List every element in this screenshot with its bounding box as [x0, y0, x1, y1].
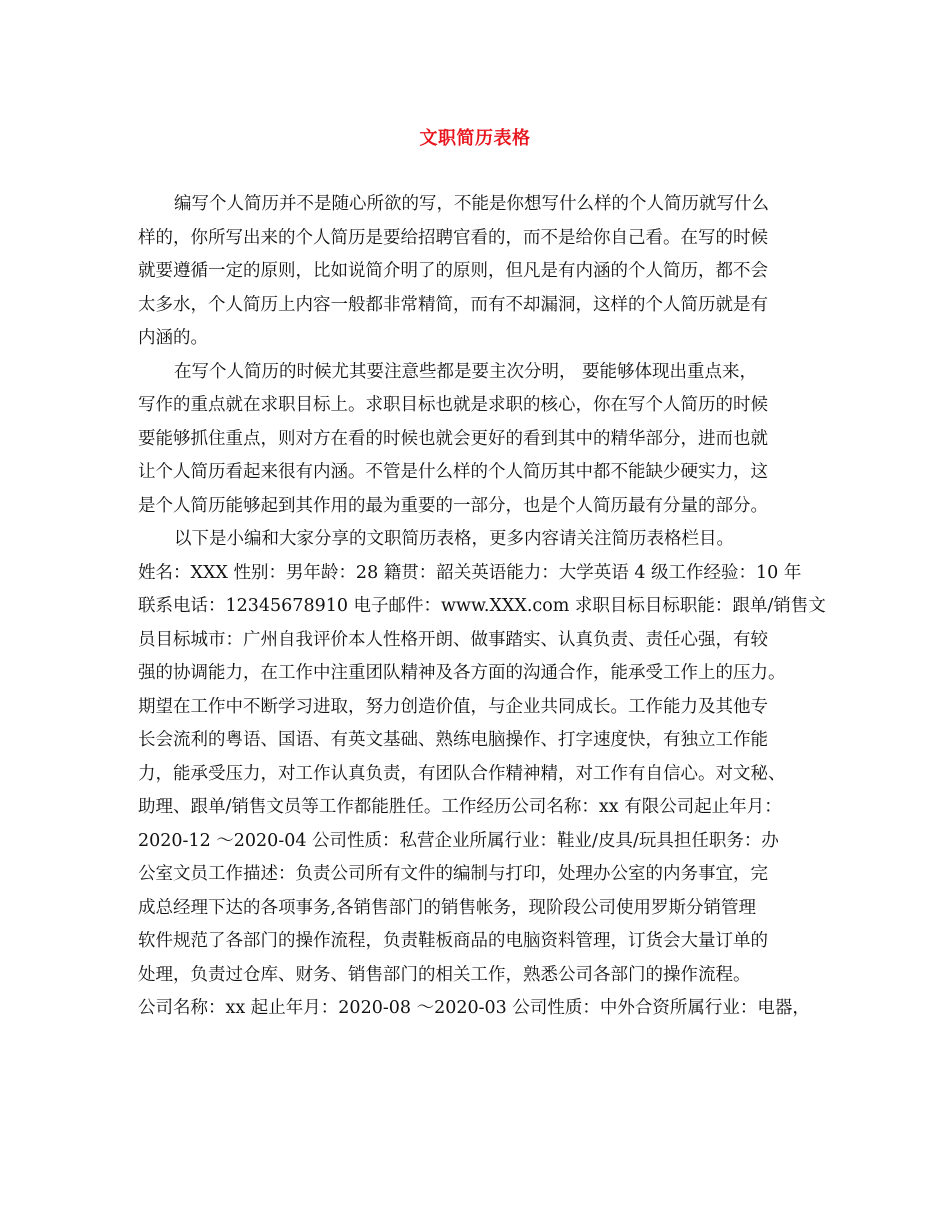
paragraph-line: 写作的重点就在求职目标上。求职目标也就是求职的核心，你在写个人简历的时候 [138, 395, 768, 415]
paragraph-line: 以下是小编和大家分享的文职简历表格，更多内容请关注简历表格栏目。 [174, 529, 734, 549]
resume-line: 公司名称：xx 起止年月：2020-08 ～2020-03 公司性质：中外合资所属行业：电器， [138, 998, 810, 1018]
resume-line: 助理、跟单/销售文员等工作都能胜任。工作经历公司名称：xx 有限公司起止年月： [138, 797, 782, 817]
paragraph-line: 要能够抓住重点，则对方在看的时候也就会更好的看到其中的精华部分，进而也就 [138, 428, 768, 449]
resume-line: 处理，负责过仓库、财务、销售部门的相关工作，熟悉公司各部门的操作流程。 [138, 964, 751, 985]
resume-line: 成总经理下达的各项事务,各销售部门的销售帐务，现阶段公司使用罗斯分销管理 [138, 897, 757, 918]
resume-line: 联系电话：12345678910 电子邮件：www.XXX.com 求职目标目标职能：跟单/销售文 [138, 596, 826, 616]
resume-line: 姓名：XXX 性别：男年龄：28 籍贯：韶关英语能力：大学英语 4 级工作经验：10 年 [138, 562, 802, 583]
resume-line: 强的协调能力，在工作中注重团队精神及各方面的沟通合作，能承受工作上的压力。 [138, 663, 786, 683]
paragraph-line: 就要遵循一定的原则，比如说简介明了的原则，但凡是有内涵的个人简历，都不会 [138, 261, 768, 281]
resume-line: 期望在工作中不断学习进取，努力创造价值，与企业共同成长。工作能力及其他专 [138, 696, 768, 717]
page-title: 文职简历表格 [419, 128, 531, 149]
resume-line: 2020-12 ～2020-04 公司性质：私营企业所属行业：鞋业/皮具/玩具担任职务：办 [138, 830, 779, 851]
resume-line: 力，能承受压力，对工作认真负责，有团队合作精神精，对工作有自信心。对文秘、 [138, 763, 786, 784]
paragraph-line: 内涵的。 [138, 328, 208, 348]
paragraph-line: 样的，你所写出来的个人简历是要给招聘官看的，而不是给你自己看。在写的时候 [138, 227, 768, 248]
paragraph-line: 编写个人简历并不是随心所欲的写，不能是你想写什么样的个人简历就写什么 [174, 194, 769, 214]
paragraph-line: 在写个人简历的时候尤其要注意些都是要主次分明， 要能够体现出重点来， [174, 361, 758, 382]
resume-line: 员目标城市：广州自我评价本人性格开朗、做事踏实、认真负责、责任心强，有较 [138, 629, 768, 650]
document-body [138, 188, 826, 1026]
resume-line: 公室文员工作描述：负责公司所有文件的编制与打印，处理办公室的内务事宜，完 [138, 864, 768, 884]
resume-line: 长会流利的粤语、国语、有英文基础、熟练电脑操作、打字速度快，有独立工作能 [138, 730, 768, 750]
paragraph-line: 太多水，个人简历上内容一般都非常精简，而有不却漏洞，这样的个人简历就是有 [138, 294, 768, 315]
paragraph-line: 是个人简历能够起到其作用的最为重要的一部分，也是个人简历最有分量的部分。 [138, 495, 768, 516]
resume-line: 软件规范了各部门的操作流程，负责鞋板商品的电脑资料管理，订货会大量订单的 [138, 931, 768, 951]
paragraph-line: 让个人简历看起来很有内涵。不管是什么样的个人简历其中都不能缺少硬实力，这 [138, 462, 768, 482]
